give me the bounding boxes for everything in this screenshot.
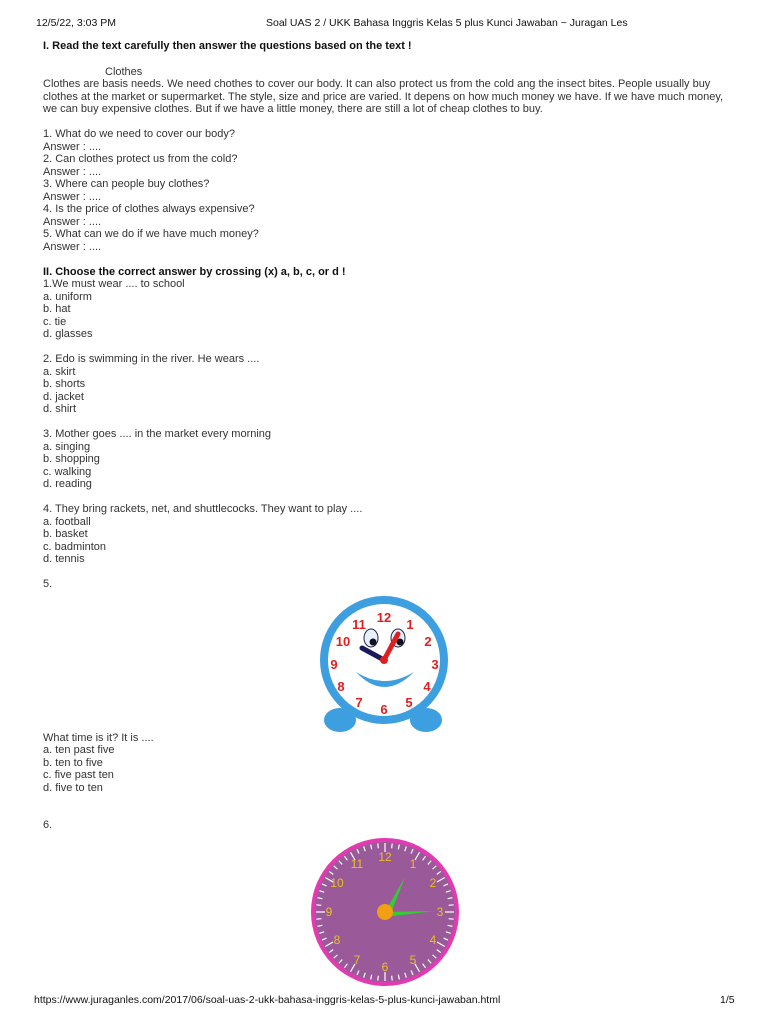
essay-answer: Answer : .... <box>43 215 102 228</box>
clock-tick <box>392 976 393 981</box>
mc-option: d. five to ten <box>43 781 103 794</box>
clock-number: 10 <box>330 876 344 890</box>
clock-tick <box>392 843 393 848</box>
mc-question-text: 2. Edo is swimming in the river. He wears .... <box>43 353 260 365</box>
question-5-number: 5. <box>43 578 53 590</box>
print-datetime: 12/5/22, 3:03 PM <box>36 17 116 29</box>
mc-option: a. football <box>43 515 91 528</box>
question-6-number: 6. <box>43 819 53 831</box>
mc-option: a. singing <box>43 440 91 453</box>
clock-number: 1 <box>409 857 417 871</box>
mc-question <box>43 353 733 416</box>
clock-number: 8 <box>333 933 341 947</box>
mc-option: b. shopping <box>43 453 100 465</box>
clock-number: 6 <box>380 702 388 717</box>
clock-number: 1 <box>406 617 414 632</box>
mc-option: c. five past ten <box>43 769 114 781</box>
clock-number: 9 <box>330 657 338 672</box>
mc-question <box>43 428 733 491</box>
mc-option: a. uniform <box>43 290 92 303</box>
clock-tick <box>316 905 321 906</box>
mc-question-text: What time is it? It is .... <box>43 731 154 744</box>
clock-center <box>377 904 393 920</box>
mc-option: d. tennis <box>43 553 85 565</box>
essay-answer: Answer : .... <box>43 165 102 178</box>
clock-number: 5 <box>405 695 413 710</box>
mc-option: d. jacket <box>43 390 84 403</box>
mc-option: c. walking <box>43 465 92 478</box>
clock-tick <box>316 919 321 920</box>
clock-number: 2 <box>424 634 432 649</box>
essay-question: 4. Is the price of clothes always expensive? <box>43 203 255 215</box>
essay-question: 3. Where can people buy clothes? <box>43 178 210 190</box>
essay-questions <box>43 128 733 253</box>
passage-title: Clothes <box>105 65 143 78</box>
clock-number: 9 <box>325 905 333 919</box>
mc-option: a. skirt <box>43 365 76 378</box>
cartoon-clock-image <box>318 590 454 736</box>
mc-option: a. ten past five <box>43 744 115 756</box>
clock-number: 4 <box>423 679 431 694</box>
clock-tick <box>449 919 454 920</box>
clock-number: 3 <box>436 905 444 919</box>
clock-number: 10 <box>335 634 351 649</box>
clock-number: 7 <box>353 953 361 967</box>
clock-tick <box>449 905 454 906</box>
mc-option: d. shirt <box>43 403 77 415</box>
mc-option: c. tie <box>43 315 67 328</box>
print-url: https://www.juraganles.com/2017/06/soal-uas-2-ukk-bahasa-inggris-kelas-5-plus-kunci-jawaban.html <box>34 994 501 1006</box>
clock-tick <box>378 843 379 848</box>
print-page-title: Soal UAS 2 / UKK Bahasa Inggris Kelas 5 plus Kunci Jawaban ~ Juragan Les <box>266 17 628 29</box>
essay-question: 1. What do we need to cover our body? <box>43 128 236 140</box>
passage-text: Clothes are basis needs. We need chothes to cover our body. It can also protect us from the cold ang the insect bites. People usually buy clothes at the market or supermarket. The style, size and price are varied. It depens on how much money we have. If we have much money, we can buy expensive clothes. But if we have a little money, there are still a lot of cheap clothes to buy. <box>43 78 724 115</box>
mc-option: c. badminton <box>43 540 106 553</box>
mc-option: b. shorts <box>43 378 86 390</box>
essay-answer: Answer : .... <box>43 140 102 153</box>
print-page-number: 1/5 <box>720 994 735 1006</box>
essay-answer: Answer : .... <box>43 190 102 203</box>
clock-number: 6 <box>381 960 389 974</box>
clock-number: 3 <box>431 657 439 672</box>
mc-option: d. glasses <box>43 328 93 340</box>
clock-number: 4 <box>429 933 437 947</box>
analog-clock-image <box>305 837 465 987</box>
clock-tick <box>378 976 379 981</box>
clock-number: 11 <box>350 857 364 871</box>
essay-answer: Answer : .... <box>43 240 102 253</box>
mc-question-text: 4. They bring rackets, net, and shuttlecocks. They want to play .... <box>43 503 363 515</box>
section1-heading: I. Read the text carefully then answer the questions based on the text ! <box>43 40 412 52</box>
clock-number: 7 <box>355 695 363 710</box>
section2-heading: II. Choose the correct answer by crossing (x) a, b, c, or d ! <box>43 265 346 278</box>
clock-number: 8 <box>337 679 345 694</box>
mc-question-text: 3. Mother goes .... in the market every morning <box>43 428 272 440</box>
clock-number: 5 <box>409 953 417 967</box>
mc-question-text: 1.We must wear .... to school <box>43 278 185 290</box>
mc-question <box>43 278 733 341</box>
clock-number: 11 <box>352 617 366 632</box>
mc-option: b. basket <box>43 528 88 540</box>
clock-number: 12 <box>376 610 392 625</box>
mc-question <box>43 503 733 566</box>
clock-number: 2 <box>429 876 437 890</box>
essay-question: 5. What can we do if we have much money? <box>43 228 259 240</box>
clock-number: 12 <box>378 850 392 864</box>
mc-option: d. reading <box>43 478 92 490</box>
mc-option: b. ten to five <box>43 756 103 769</box>
mc-option: b. hat <box>43 303 71 315</box>
essay-question: 2. Can clothes protect us from the cold? <box>43 153 238 165</box>
mc-question <box>43 732 733 795</box>
